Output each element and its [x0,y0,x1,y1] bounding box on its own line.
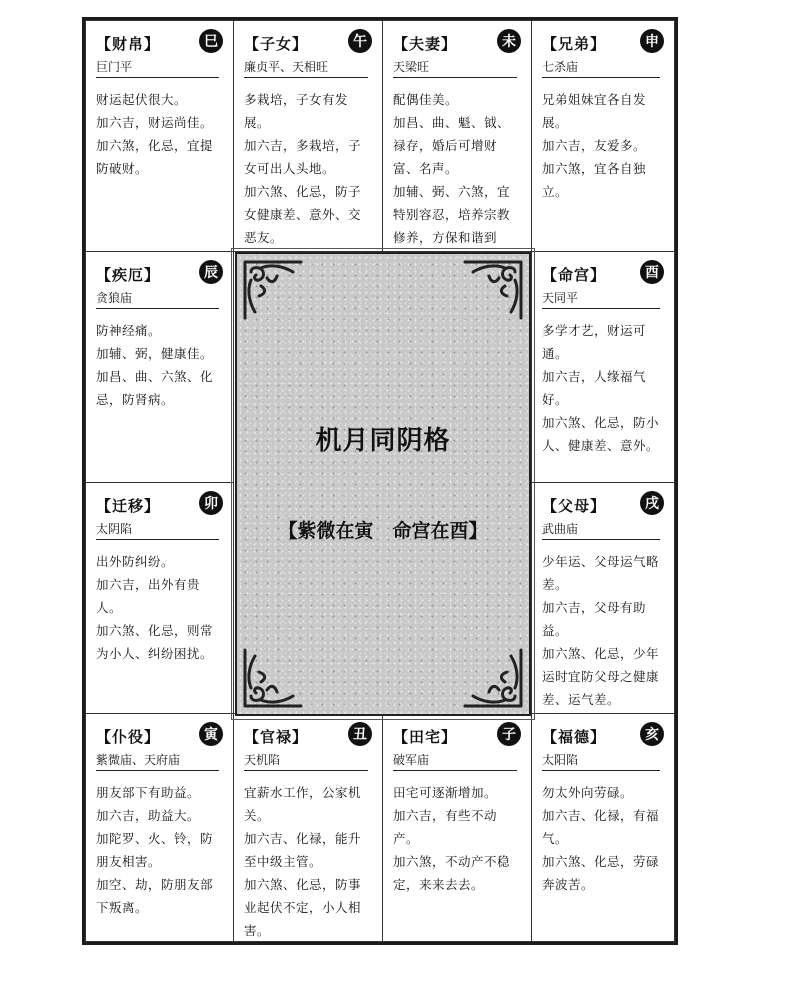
palace-stars: 太阳陷 [542,751,660,771]
desc-line: 加六吉，出外有贵人。 [96,577,201,615]
palace-cell-career [233,713,383,942]
palace-description [96,781,221,919]
palace-cell-life [531,251,675,483]
palace-stars: 太阴陷 [96,520,219,540]
desc-line: 财运起伏很大。 [96,92,188,107]
earthly-branch-badge: 亥 [640,722,664,746]
palace-stars: 天机陷 [244,751,368,771]
palace-stars: 天同平 [542,289,660,309]
palace-description [96,319,221,411]
palace-cell-fortune [531,713,675,942]
desc-line: 加六吉，助益大。 [96,808,201,823]
palace-description [542,550,662,711]
desc-line: 加六吉，多栽培，子女可出人头地。 [244,138,362,176]
palace-description [393,781,519,896]
pattern-subtitle: 【紫微在寅 命宫在酉】 [278,520,488,542]
desc-line: 加六煞、化忌，防小人、健康差、意外。 [542,415,660,453]
palace-cell-health [85,251,234,483]
desc-line: 加六煞、化忌，防子女健康差、意外、交恶友。 [244,184,362,245]
desc-line: 田宅可逐渐增加。 [393,785,498,800]
desc-line: 配偶佳美。 [393,92,459,107]
palace-description [542,88,662,203]
palace-name: 【财帛】 [96,35,161,53]
desc-line: 朋友部下有助益。 [96,785,201,800]
desc-line: 加六吉，父母有助益。 [542,600,647,638]
desc-line: 加六煞、化忌，防事业起伏不定，小人相害。 [244,877,362,938]
desc-line: 加六吉，有些不动产。 [393,808,498,846]
desc-line: 多栽培，子女有发展。 [244,92,349,130]
earthly-branch-badge: 丑 [348,722,372,746]
palace-name: 【子女】 [244,35,309,53]
palace-name: 【命宫】 [542,266,607,284]
desc-line: 加六吉、化禄，能升至中级主管。 [244,831,362,869]
desc-line: 加昌、曲、魁、钺、禄存，婚后可增财富、名声。 [393,115,511,176]
earthly-branch-badge: 辰 [199,260,223,284]
palace-name: 【官禄】 [244,728,309,746]
desc-line: 加六煞、化忌，少年运时宜防父母之健康差、运气差。 [542,646,660,707]
earthly-branch-badge: 巳 [199,29,223,53]
palace-name: 【兄弟】 [542,35,607,53]
corner-ornament-icon [461,258,525,322]
desc-line: 宜薪水工作，公家机关。 [244,785,362,823]
earthly-branch-badge: 申 [640,29,664,53]
desc-line: 加六煞，不动产不稳定，来来去去。 [393,854,511,892]
palace-cell-servants [85,713,234,942]
desc-line: 加陀罗、火、铃，防朋友相害。 [96,831,214,869]
palace-description [542,781,662,896]
palace-description [96,88,221,180]
palace-cell-parents [531,482,675,714]
desc-line: 加六煞、化忌，劳碌奔波苦。 [542,854,660,892]
palace-description [393,88,519,272]
desc-line: 加六煞，化忌，宜提防破财。 [96,138,214,176]
corner-ornament-icon [241,258,305,322]
palace-name: 【疾厄】 [96,266,161,284]
desc-line: 加空、劫，防朋友部下叛离。 [96,877,214,915]
desc-line: 加六煞，宜各自独立。 [542,161,647,199]
palace-stars: 巨门平 [96,58,219,78]
palace-name: 【福德】 [542,728,607,746]
earthly-branch-badge: 酉 [640,260,664,284]
center-panel [235,252,531,716]
earthly-branch-badge: 卯 [199,491,223,515]
palace-cell-wealth [85,20,234,252]
corner-ornament-icon [241,646,305,710]
desc-line: 加六吉、化禄，有福气。 [542,808,660,846]
palace-stars: 廉贞平、天相旺 [244,58,368,78]
desc-line: 加辅、弼、六煞，宜特别容忍，培养宗教修养，方保和谐到 [393,184,511,245]
earthly-branch-badge: 未 [497,29,521,53]
palace-cell-siblings [531,20,675,252]
palace-name: 【父母】 [542,497,607,515]
desc-line: 多学才艺，财运可通。 [542,323,647,361]
palace-stars: 天梁旺 [393,58,517,78]
palace-cell-spouse [382,20,532,252]
palace-stars: 七杀庙 [542,58,660,78]
earthly-branch-badge: 寅 [199,722,223,746]
palace-description [542,319,662,457]
palace-stars: 武曲庙 [542,520,660,540]
palace-stars: 紫微庙、天府庙 [96,751,219,771]
desc-line: 加昌、曲、六煞、化忌，防肾病。 [96,369,214,407]
palace-description [96,550,221,665]
desc-line: 加六吉，友爱多。 [542,138,647,153]
corner-ornament-icon [461,646,525,710]
palace-stars: 贪狼庙 [96,289,219,309]
palace-name: 【迁移】 [96,497,161,515]
desc-line: 出外防纠纷。 [96,554,175,569]
palace-stars: 破军庙 [393,751,517,771]
desc-line: 加六吉，财运尚佳。 [96,115,214,130]
pattern-title: 机月同阴格 [315,426,451,456]
palace-name: 【夫妻】 [393,35,458,53]
desc-line: 兄弟姐妹宜各自发展。 [542,92,647,130]
palace-cell-property [382,713,532,942]
desc-line: 少年运、父母运气略差。 [542,554,660,592]
palace-name: 【仆役】 [96,728,161,746]
palace-description [244,781,370,942]
desc-line: 防神经痛。 [96,323,162,338]
desc-line: 加辅、弼，健康佳。 [96,346,214,361]
earthly-branch-badge: 戌 [640,491,664,515]
earthly-branch-badge: 子 [497,722,521,746]
palace-cell-travel [85,482,234,714]
earthly-branch-badge: 午 [348,29,372,53]
palace-description [244,88,370,249]
palace-name: 【田宅】 [393,728,458,746]
desc-line: 勿太外向劳碌。 [542,785,634,800]
desc-line: 加六煞、化忌，则常为小人、纠纷困扰。 [96,623,214,661]
desc-line: 加六吉，人缘福气好。 [542,369,647,407]
ziwei-chart-board [82,17,678,945]
palace-cell-children [233,20,383,252]
